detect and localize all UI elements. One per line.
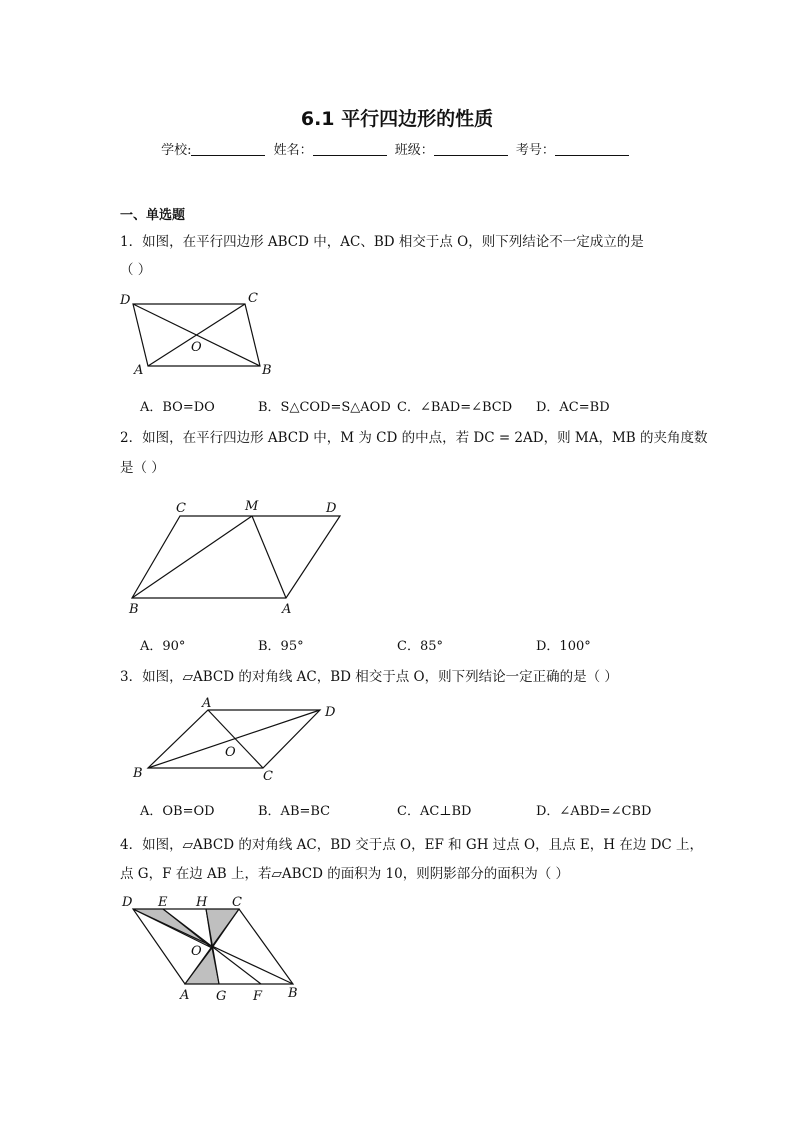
- q1-label-b: B: [262, 363, 272, 378]
- q3-stem-line1: 3．如图，▱ABCD 的对角线 AC，BD 相交于点 O，则下列结论一定正确的是（ ）: [120, 669, 618, 685]
- q3-option-d[interactable]: D．∠ABD=∠CBD: [536, 804, 652, 819]
- q1-label-c: C: [248, 291, 258, 306]
- q3-option-b[interactable]: B．AB=BC: [258, 804, 331, 819]
- section-title: 一、单选题: [120, 208, 186, 223]
- q1-stem-line2: （ ）: [120, 262, 152, 278]
- q2-option-c[interactable]: C．85°: [397, 639, 443, 654]
- q4-stem-line1: 4．如图，▱ABCD 的对角线 AC，BD 交于点 O，EF 和 GH 过点 O，且点 E，H 在边 DC 上，: [120, 837, 704, 853]
- exam-number-label: 考号：: [515, 143, 555, 158]
- name-label: 姓名：: [273, 143, 313, 158]
- q1-diagonal-ca: [148, 304, 245, 366]
- q2-option-a[interactable]: A．90°: [140, 639, 186, 654]
- q2-label-b: B: [129, 602, 139, 617]
- class-label: 班级：: [394, 143, 434, 158]
- q4-label-b: B: [288, 986, 298, 1001]
- student-info-line: [0, 139, 794, 158]
- q4-figure: [115, 892, 315, 1006]
- q1-stem-line1: 1．如图，在平行四边形 ABCD 中，AC、BD 相交于点 O，则下列结论不一定成立的是: [120, 234, 644, 250]
- exam-number-blank: [555, 143, 629, 156]
- q3-option-c[interactable]: C．AC⊥BD: [397, 804, 472, 819]
- q2-figure: [120, 494, 350, 618]
- q3-label-o: O: [225, 745, 236, 760]
- q4-label-d: D: [122, 895, 133, 910]
- q4-label-a: A: [180, 988, 190, 1003]
- class-blank: [434, 143, 508, 156]
- q1-option-d[interactable]: D．AC=BD: [536, 400, 610, 415]
- q4-label-e: E: [158, 895, 168, 910]
- q2-label-a: A: [282, 602, 292, 617]
- q3-label-a: A: [202, 696, 212, 711]
- q2-label-c: C: [176, 501, 186, 516]
- q1-label-a: A: [134, 363, 144, 378]
- page-title: 6.1 平行四边形的性质: [300, 108, 494, 130]
- q2-label-m: M: [245, 499, 259, 514]
- q1-option-c[interactable]: C．∠BAD=∠BCD: [397, 400, 513, 415]
- q4-stem-line2: 点 G，F 在边 AB 上，若▱ABCD 的面积为 10，则阴影部分的面积为（ ）: [120, 866, 569, 882]
- q1-option-b[interactable]: B．S△COD=S△AOD: [258, 400, 391, 415]
- name-blank: [313, 143, 387, 156]
- q4-label-f: F: [253, 989, 263, 1004]
- q4-label-o: O: [191, 944, 202, 959]
- q2-option-b[interactable]: B．95°: [258, 639, 304, 654]
- q2-label-d: D: [326, 501, 337, 516]
- q2-option-d[interactable]: D．100°: [536, 639, 591, 654]
- q2-stem-line1: 2．如图，在平行四边形 ABCD 中，M 为 CD 的中点，若 DC = 2AD，则 MA，MB 的夹角度数: [120, 430, 708, 446]
- q3-label-b: B: [133, 766, 143, 781]
- q4-label-c: C: [232, 895, 242, 910]
- q3-label-d: D: [325, 705, 336, 720]
- q2-stem-line2: 是（ ）: [120, 460, 165, 476]
- q2-parallelogram: [132, 516, 340, 598]
- q1-option-a[interactable]: A．BO=DO: [140, 400, 215, 415]
- q1-figure: [115, 288, 285, 380]
- q1-label-o: O: [191, 340, 202, 355]
- q3-option-a[interactable]: A．OB=OD: [140, 804, 215, 819]
- q2-segment-mb: [132, 516, 252, 598]
- q3-label-c: C: [263, 769, 273, 784]
- q3-figure: [128, 694, 348, 786]
- school-blank: [191, 143, 265, 156]
- q4-label-g: G: [216, 989, 227, 1004]
- q2-segment-ma: [252, 516, 286, 598]
- q4-label-h: H: [196, 895, 208, 910]
- q1-label-d: D: [120, 293, 131, 308]
- school-label: 学校:: [161, 143, 192, 158]
